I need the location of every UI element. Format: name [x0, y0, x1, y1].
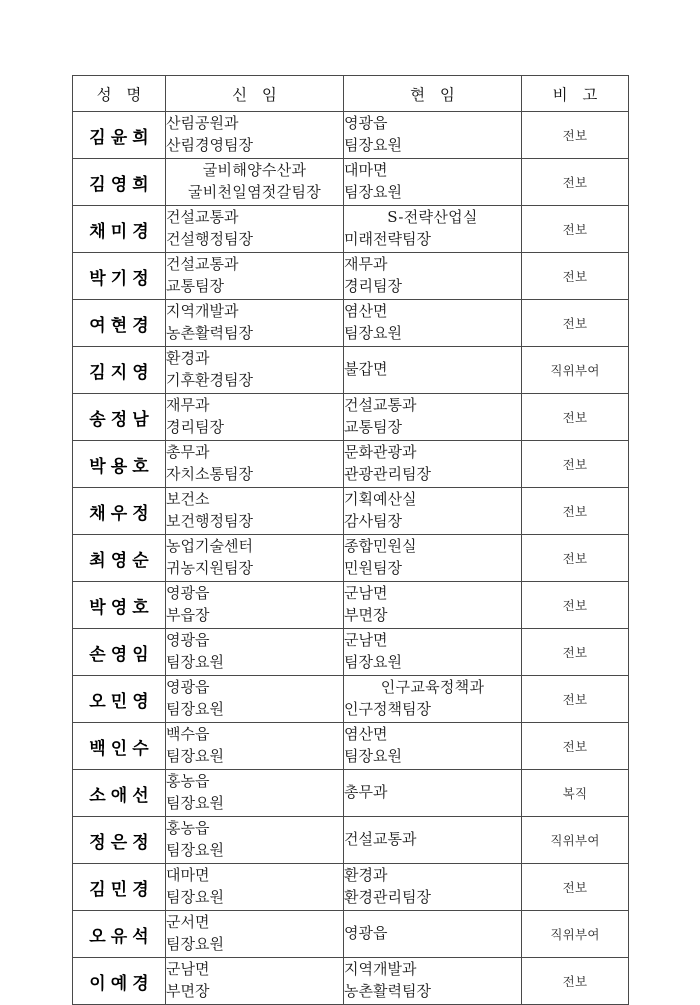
cell-current-position [344, 958, 522, 1005]
cell-current-position [344, 817, 522, 864]
cur-line-2: 팀장요원 [344, 653, 402, 671]
column-header-new-position: 신 임 [166, 76, 344, 112]
cell-remark: 전보 [522, 488, 629, 535]
column-header-name: 성 명 [73, 76, 166, 112]
cur-lines [344, 677, 521, 721]
cell-employee-name: 백인수 [73, 723, 166, 770]
cell-current-position [344, 723, 522, 770]
cur-line-2: 팀장요원 [344, 747, 402, 765]
cur-line-2: 미래전략팀장 [344, 230, 431, 248]
new-line-1: 영광읍 [166, 584, 210, 603]
cell-employee-name: 김민경 [73, 864, 166, 911]
cell-new-position [166, 159, 344, 206]
new-line-2: 농촌활력팀장 [166, 324, 253, 342]
new-lines [166, 254, 343, 298]
new-lines [166, 771, 343, 815]
table-row [73, 676, 629, 723]
new-line-2: 팀장요원 [166, 888, 224, 906]
cur-line-2: 민원팀장 [344, 559, 402, 577]
cell-remark: 전보 [522, 394, 629, 441]
cell-employee-name: 최영순 [73, 535, 166, 582]
new-line-2: 기후환경팀장 [166, 371, 253, 389]
cur-line-1: 건설교통과 [344, 396, 417, 415]
cell-remark: 전보 [522, 206, 629, 253]
table-row [73, 582, 629, 629]
new-line-1: 홍농읍 [166, 819, 210, 838]
table-row [73, 864, 629, 911]
new-lines [166, 959, 343, 1003]
table-row [73, 723, 629, 770]
column-header-current-position: 현 임 [344, 76, 522, 112]
cur-line-1: 군남면 [344, 584, 388, 603]
new-line-2: 산림경영팀장 [166, 136, 253, 154]
cur-lines [344, 536, 521, 580]
cur-line-1: 염산면 [344, 725, 388, 744]
cur-lines [344, 771, 521, 815]
cur-line-2: 인구정책팀장 [344, 700, 431, 718]
cell-current-position [344, 206, 522, 253]
new-lines [166, 677, 343, 721]
new-line-2: 경리팀장 [166, 418, 224, 436]
cur-lines [344, 959, 521, 1003]
new-line-2: 팀장요원 [166, 841, 224, 859]
cell-new-position [166, 488, 344, 535]
cur-line-1: 불갑면 [344, 360, 388, 379]
cell-employee-name: 채미경 [73, 206, 166, 253]
cell-employee-name: 손영임 [73, 629, 166, 676]
table-row [73, 112, 629, 159]
cell-new-position [166, 723, 344, 770]
cell-current-position [344, 582, 522, 629]
new-lines [166, 536, 343, 580]
new-line-1: 산림공원과 [166, 114, 239, 133]
new-line-1: 보건소 [166, 490, 210, 509]
cur-line-1: 군남면 [344, 631, 388, 650]
cell-current-position [344, 676, 522, 723]
cell-new-position [166, 441, 344, 488]
cell-current-position [344, 112, 522, 159]
cell-remark: 전보 [522, 676, 629, 723]
cell-new-position [166, 770, 344, 817]
new-line-1: 영광읍 [166, 678, 210, 697]
cur-lines [344, 160, 521, 204]
cell-new-position [166, 629, 344, 676]
new-lines [166, 865, 343, 909]
table-row [73, 300, 629, 347]
cur-line-2: 팀장요원 [344, 136, 402, 154]
cell-current-position [344, 770, 522, 817]
new-line-2: 자치소통팀장 [166, 465, 253, 483]
cur-line-2: 환경관리팀장 [344, 888, 431, 906]
cell-employee-name: 채우정 [73, 488, 166, 535]
cur-lines [344, 630, 521, 674]
new-line-2: 팀장요원 [166, 700, 224, 718]
cell-remark: 직위부여 [522, 347, 629, 394]
new-line-1: 백수읍 [166, 725, 210, 744]
new-line-1: 군남면 [166, 960, 210, 979]
cell-remark: 전보 [522, 629, 629, 676]
cell-new-position [166, 394, 344, 441]
new-line-1: 군서면 [166, 913, 210, 932]
new-lines [166, 442, 343, 486]
cur-lines [344, 395, 521, 439]
table-row [73, 629, 629, 676]
cell-employee-name: 정은정 [73, 817, 166, 864]
cell-current-position [344, 159, 522, 206]
new-line-1: 환경과 [166, 349, 210, 368]
table-row [73, 770, 629, 817]
new-line-1: 굴비해양수산과 [202, 161, 307, 180]
table-row [73, 394, 629, 441]
cell-employee-name: 김영희 [73, 159, 166, 206]
new-lines [166, 301, 343, 345]
cell-new-position [166, 206, 344, 253]
table-row [73, 488, 629, 535]
cur-line-1: 영광읍 [344, 114, 388, 133]
new-line-2: 팀장요원 [166, 653, 224, 671]
cell-employee-name: 박영호 [73, 582, 166, 629]
cell-employee-name: 여현경 [73, 300, 166, 347]
table-row [73, 958, 629, 1005]
new-lines [166, 630, 343, 674]
new-line-2: 팀장요원 [166, 794, 224, 812]
new-lines [166, 583, 343, 627]
new-line-1: 홍농읍 [166, 772, 210, 791]
new-line-1: 지역개발과 [166, 302, 239, 321]
cell-new-position [166, 958, 344, 1005]
cur-line-1: 재무과 [344, 255, 388, 274]
cell-remark: 복직 [522, 770, 629, 817]
new-lines [166, 724, 343, 768]
new-lines [166, 348, 343, 392]
cur-line-2: 관광관리팀장 [344, 465, 431, 483]
cur-line-1: 대마면 [344, 161, 388, 180]
new-lines [166, 489, 343, 533]
cur-line-1: 염산면 [344, 302, 388, 321]
new-line-2: 굴비천일염젓갈팀장 [187, 183, 322, 201]
table-row [73, 441, 629, 488]
cur-line-1: 종합민원실 [344, 537, 417, 556]
cell-current-position [344, 629, 522, 676]
cur-lines [344, 489, 521, 533]
cell-current-position [344, 488, 522, 535]
cell-current-position [344, 911, 522, 958]
cell-current-position [344, 441, 522, 488]
new-line-1: 농업기술센터 [166, 537, 253, 556]
new-line-1: 대마면 [166, 866, 210, 885]
new-lines [166, 160, 343, 204]
cell-new-position [166, 676, 344, 723]
cell-remark: 전보 [522, 958, 629, 1005]
table-row [73, 911, 629, 958]
cell-current-position [344, 347, 522, 394]
cell-remark: 직위부여 [522, 817, 629, 864]
cell-remark: 전보 [522, 723, 629, 770]
cur-lines [344, 207, 521, 251]
cell-new-position [166, 535, 344, 582]
cell-employee-name: 김윤희 [73, 112, 166, 159]
cur-lines [344, 818, 521, 862]
new-lines [166, 818, 343, 862]
cur-line-2: 농촌활력팀장 [344, 982, 431, 1000]
cur-lines [344, 583, 521, 627]
new-line-2: 부면장 [166, 982, 210, 1000]
new-line-2: 팀장요원 [166, 935, 224, 953]
new-lines [166, 207, 343, 251]
cell-employee-name: 송정남 [73, 394, 166, 441]
cur-line-2: 부면장 [344, 606, 388, 624]
cur-lines [344, 348, 521, 392]
table-header-row [73, 76, 629, 112]
table-row [73, 253, 629, 300]
new-line-2: 보건행정팀장 [166, 512, 253, 530]
cell-current-position [344, 864, 522, 911]
new-lines [166, 113, 343, 157]
cell-employee-name: 박용호 [73, 441, 166, 488]
cell-new-position [166, 582, 344, 629]
table-row [73, 206, 629, 253]
cell-employee-name: 오민영 [73, 676, 166, 723]
cell-remark: 전보 [522, 300, 629, 347]
cell-remark: 전보 [522, 582, 629, 629]
cell-current-position [344, 253, 522, 300]
new-line-2: 귀농지원팀장 [166, 559, 253, 577]
cell-new-position [166, 253, 344, 300]
table-row [73, 159, 629, 206]
cell-employee-name: 이예경 [73, 958, 166, 1005]
cur-line-1: 환경과 [344, 866, 388, 885]
cell-employee-name: 박기정 [73, 253, 166, 300]
table-row [73, 347, 629, 394]
new-line-2: 건설행정팀장 [166, 230, 253, 248]
roster-table-container [72, 75, 628, 1005]
table-row [73, 817, 629, 864]
table-row [73, 535, 629, 582]
new-line-1: 건설교통과 [166, 208, 239, 227]
cur-line-1: S-전략산업실 [387, 208, 478, 227]
cur-line-1: 영광읍 [344, 924, 388, 943]
cell-employee-name: 김지영 [73, 347, 166, 394]
cell-current-position [344, 394, 522, 441]
cell-employee-name: 오유석 [73, 911, 166, 958]
cur-lines [344, 724, 521, 768]
cell-current-position [344, 535, 522, 582]
new-lines [166, 395, 343, 439]
cell-current-position [344, 300, 522, 347]
cur-line-2: 감사팀장 [344, 512, 402, 530]
cur-line-1: 지역개발과 [344, 960, 417, 979]
new-line-2: 부읍장 [166, 606, 210, 624]
cur-lines [344, 442, 521, 486]
new-lines [166, 912, 343, 956]
cell-remark: 전보 [522, 253, 629, 300]
cell-new-position [166, 911, 344, 958]
personnel-assignment-table [72, 75, 629, 1005]
cur-line-1: 인구교육정책과 [380, 678, 485, 697]
cell-new-position [166, 864, 344, 911]
new-line-2: 교통팀장 [166, 277, 224, 295]
cur-line-1: 총무과 [344, 783, 388, 802]
cur-lines [344, 301, 521, 345]
cell-remark: 전보 [522, 535, 629, 582]
cell-remark: 전보 [522, 112, 629, 159]
cur-lines [344, 254, 521, 298]
cell-remark: 전보 [522, 159, 629, 206]
cell-new-position [166, 300, 344, 347]
cell-remark: 전보 [522, 441, 629, 488]
new-line-1: 총무과 [166, 443, 210, 462]
cur-line-2: 경리팀장 [344, 277, 402, 295]
cur-line-2: 교통팀장 [344, 418, 402, 436]
cell-remark: 직위부여 [522, 911, 629, 958]
cur-lines [344, 865, 521, 909]
new-line-2: 팀장요원 [166, 747, 224, 765]
cur-line-1: 기획예산실 [344, 490, 417, 509]
cell-new-position [166, 112, 344, 159]
cell-new-position [166, 817, 344, 864]
cur-lines [344, 113, 521, 157]
cell-employee-name: 소애선 [73, 770, 166, 817]
cur-line-1: 건설교통과 [344, 830, 417, 849]
cur-lines [344, 912, 521, 956]
new-line-1: 재무과 [166, 396, 210, 415]
column-header-remarks: 비 고 [522, 76, 629, 112]
new-line-1: 건설교통과 [166, 255, 239, 274]
cell-new-position [166, 347, 344, 394]
new-line-1: 영광읍 [166, 631, 210, 650]
cell-remark: 전보 [522, 864, 629, 911]
cur-line-2: 팀장요원 [344, 324, 402, 342]
table-body [73, 112, 629, 1005]
cur-line-1: 문화관광과 [344, 443, 417, 462]
cur-line-2: 팀장요원 [344, 183, 402, 201]
